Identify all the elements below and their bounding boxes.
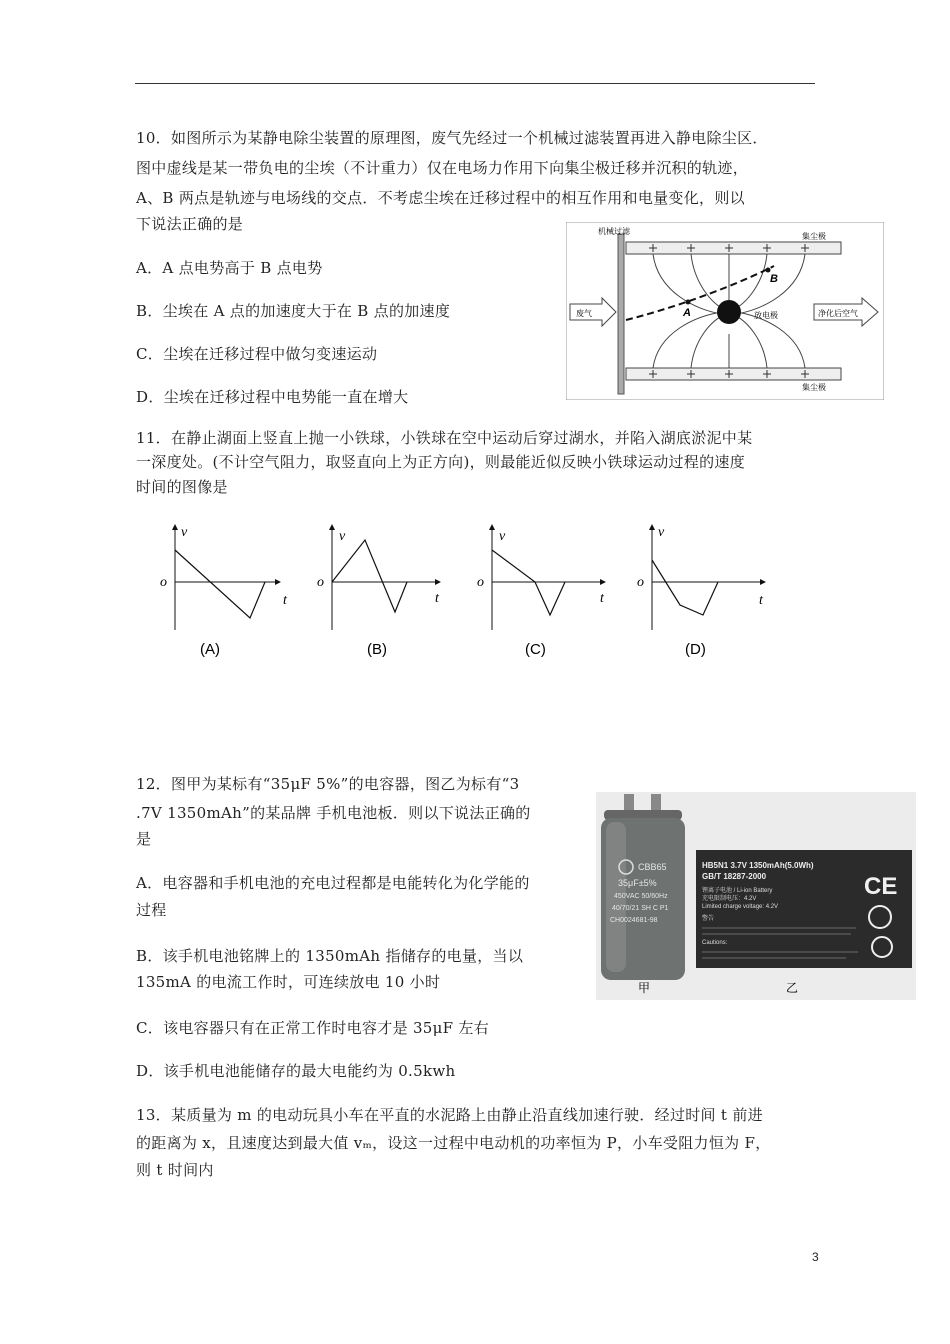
graph-b-caption: (B) — [367, 641, 387, 658]
q10-option-d: D．尘埃在迁移过程中电势能一直在增大 — [136, 388, 409, 406]
graph-c-o: o — [477, 575, 484, 590]
graph-b — [317, 525, 440, 658]
outlet-label: 净化后空气 — [818, 309, 858, 318]
battery-label-image — [696, 850, 912, 968]
electrode-label: 放电极 — [754, 311, 778, 320]
svg-text:Cautions:: Cautions: — [702, 940, 728, 946]
svg-text:CH0024681-98: CH0024681-98 — [610, 917, 658, 924]
graph-c-t: t — [600, 591, 604, 606]
graph-c-caption: (C) — [525, 641, 546, 658]
point-b-label: B — [770, 273, 778, 285]
svg-text:警告: 警告 — [702, 916, 715, 922]
svg-text:Limited charge voltage: 4.2V: Limited charge voltage: 4.2V — [702, 904, 779, 910]
graph-a-caption: (A) — [200, 641, 220, 658]
q11-line-1: 11．在静止湖面上竖直上抛一小铁球，小铁球在空中运动后穿过湖水，并陷入湖底淤泥中某 — [136, 429, 753, 447]
filter-label: 机械过滤 — [598, 227, 630, 236]
q10-line-4: 下说法正确的是 — [136, 215, 244, 233]
q13-line-3: 则 t 时间内 — [136, 1161, 214, 1179]
header-rule — [135, 83, 815, 84]
bottom-collector-label: 集尘极 — [802, 383, 826, 392]
q10-line-1: 10．如图所示为某静电除尘装置的原理图，废气先经过一个机械过滤装置再进入静电除尘区． — [136, 129, 768, 147]
svg-text:CBB65: CBB65 — [638, 862, 667, 872]
q11-line-3: 时间的图像是 — [136, 478, 228, 496]
q11-line-2: 一深度处。(不计空气阻力，取竖直向上为正方向)，则最能近似反映小铁球运动过程的速度 — [136, 453, 746, 471]
svg-text:35μF±5%: 35μF±5% — [618, 878, 657, 888]
discharge-electrode — [717, 300, 741, 324]
capacitor-image — [601, 794, 685, 980]
graph-a-v: v — [181, 525, 188, 540]
cap-photo-label: 甲 — [638, 981, 651, 995]
svg-text:40/70/21 SH C P1: 40/70/21 SH C P1 — [612, 905, 669, 912]
svg-text:锂离子电池 / Li-ion Battery: 锂离子电池 / Li-ion Battery — [702, 888, 773, 894]
graph-b-t: t — [435, 591, 439, 606]
graph-d-v: v — [658, 525, 665, 540]
battery-photo-label: 乙 — [786, 981, 799, 995]
graph-c-v: v — [499, 529, 506, 544]
svg-text:450VAC 50/60Hz: 450VAC 50/60Hz — [614, 893, 668, 900]
q12-line-1: 12．图甲为某标有“35μF 5%”的电容器，图乙为标有“3 — [136, 775, 520, 793]
q13-line-2: 的距离为 x，且速度达到最大值 vₘ，设这一过程中电动机的功率恒为 P，小车受阻力恒为 F， — [136, 1134, 771, 1152]
svg-text:GB/T 18287-2000: GB/T 18287-2000 — [702, 872, 767, 881]
graph-b-v: v — [339, 529, 346, 544]
q12-line-2: .7V 1350mAh”的某品牌 手机电池板．则以下说法正确的 — [136, 804, 531, 822]
q10-line-2: 图中虚线是某一带负电的尘埃（不计重力）仅在电场力作用下向集尘极迁移并沉积的轨迹， — [136, 159, 749, 177]
q10-option-c: C．尘埃在迁移过程中做匀变速运动 — [136, 345, 378, 363]
filter-mesh — [618, 234, 624, 394]
point-b — [766, 268, 771, 273]
q12-line-3: 是 — [136, 830, 152, 848]
q10-option-b: B．尘埃在 A 点的加速度大于在 B 点的加速度 — [136, 302, 451, 320]
svg-text:HB5N1 3.7V 1350mAh(5.0Wh): HB5N1 3.7V 1350mAh(5.0Wh) — [702, 861, 814, 870]
q13-line-1: 13．某质量为 m 的电动玩具小车在平直的水泥路上由静止沿直线加速行驶．经过时间 t 前进 — [136, 1106, 763, 1124]
graph-b-o: o — [317, 575, 324, 590]
q12-option-a-1: A．电容器和手机电池的充电过程都是电能转化为化学能的 — [136, 874, 530, 892]
q12-option-b-2: 135mA 的电流工作时，可连续放电 10 小时 — [136, 973, 441, 991]
q12-option-d: D．该手机电池能储存的最大电能约为 0.5kwh — [136, 1062, 456, 1080]
ce-mark-icon: CE — [864, 873, 898, 900]
q10-option-a: A．A 点电势高于 B 点电势 — [136, 259, 323, 277]
graph-d — [637, 525, 765, 658]
svg-text:充电限制电压：4.2V: 充电限制电压：4.2V — [702, 896, 757, 902]
graph-d-o: o — [637, 575, 644, 590]
inlet-label: 废气 — [576, 309, 592, 318]
top-collector-label: 集尘极 — [802, 232, 826, 241]
capacitor-battery-photo — [596, 792, 916, 1000]
point-a — [686, 300, 691, 305]
graph-a — [160, 525, 288, 658]
page-number: 3 — [812, 1250, 819, 1264]
graph-c — [477, 525, 605, 658]
q10-line-3: A、B 两点是轨迹与电场线的交点．不考虑尘埃在迁移过程中的相互作用和电量变化，则以 — [136, 189, 745, 207]
graph-a-t: t — [283, 593, 287, 608]
graph-a-o: o — [160, 575, 167, 590]
vt-graphs — [155, 520, 775, 665]
graph-d-t: t — [759, 593, 763, 608]
q12-option-c: C．该电容器只有在正常工作时电容才是 35μF 左右 — [136, 1019, 490, 1037]
point-a-label: A — [683, 307, 691, 319]
graph-d-caption: (D) — [685, 641, 706, 658]
precipitator-diagram — [566, 222, 884, 400]
q12-option-b-1: B．该手机电池铭牌上的 1350mAh 指储存的电量，当以 — [136, 947, 524, 965]
q12-option-a-2: 过程 — [136, 901, 167, 919]
